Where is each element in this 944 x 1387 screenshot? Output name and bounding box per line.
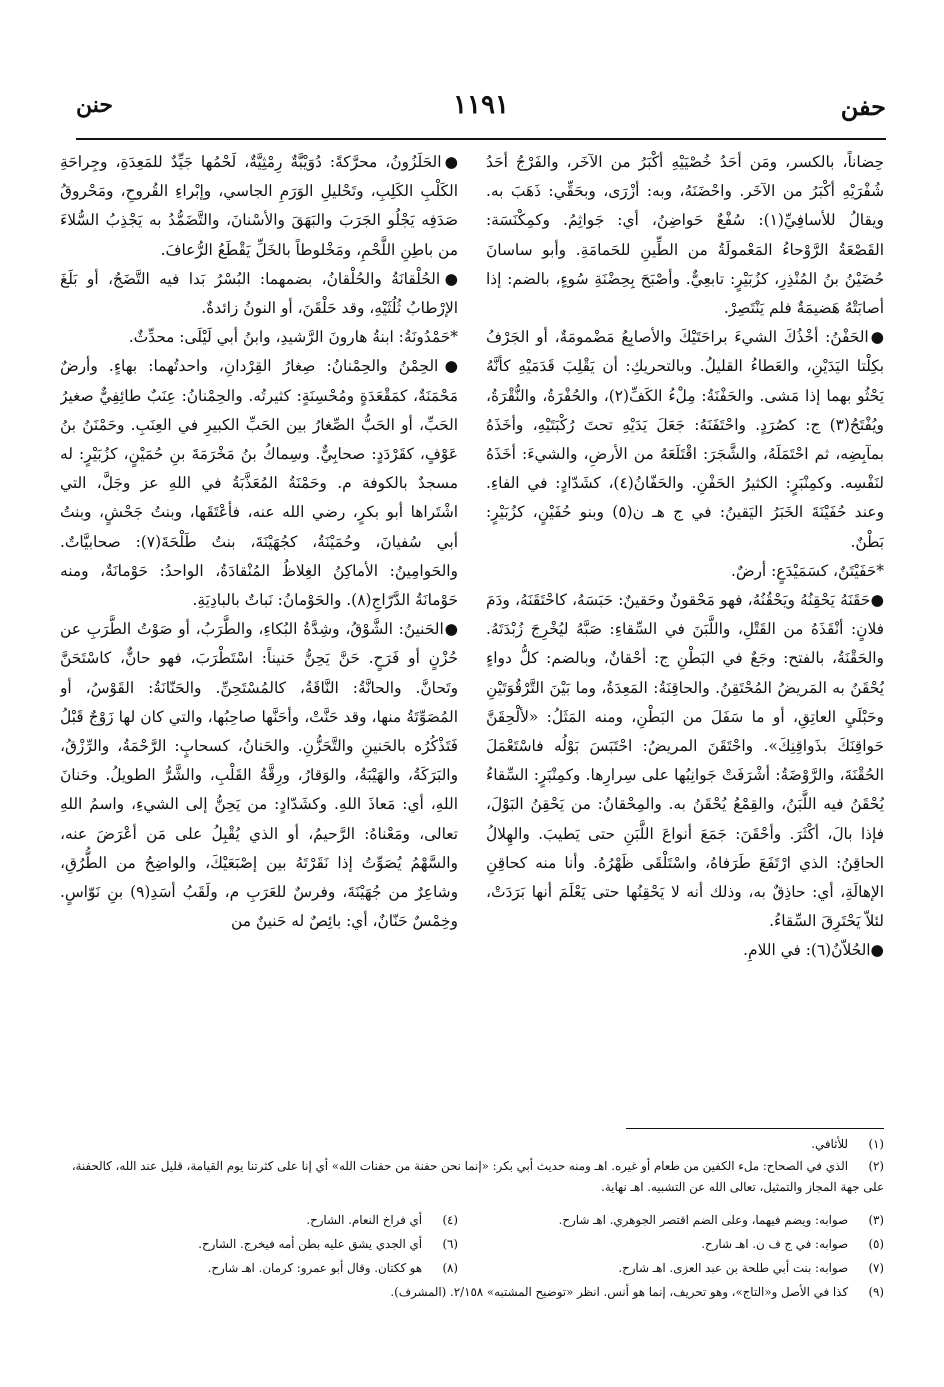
entry-himn: ●الحِمْنُ والحِمْنانُ: صِغارُ القِرْدانِ، واحدتُهما: بهاءٍ. وأرضٌ مَحْمَنَةٌ، كمَقْعَدَةٍ ومُحْسِنَةٍ: كثيرتُه. والحِمْنانُ: عِنَبٌ طائِفِيٌّ صغيرُ الحَبِّ، أو الحَبُّ الصِّغارُ بين الحَبِّ الكبيرِ في العِنَبِ. وحَمْنَنُ بنُ عَوْفٍ، كقَرْدَدٍ: صحابِيٌّ. وسِماكُ بنُ مَخْرَمَةَ بنِ حُمَيْنٍ، كزُبَيْرٍ: له مسجدٌ بالكوفة م. وحَمْنَةُ المُعَذَّبَةُ في اللهِ عز وجَلَّ، التي اشْتَراها أبو بكرٍ، رضي الله عنه، فأعْتَقَها، وبنتُ جَحْشٍ، وبنتُ أبي سُفيانَ، وحُمَيْنَةُ، كجُهَيْنَةَ، بنتُ طَلْحَةَ(٧): صحابيَّاتٌ. والحَوامِينُ: الأماكِنُ الغِلاظُ المُنْقادَةُ، الواحدُ: حَوْمانَةٌ، ومنه حَوْمانَةُ الدَّرّاجِ(٨). والحَوْمانُ: نَباتٌ بالبادِيَةِ. bbox=[60, 357, 458, 610]
footnote-3: (٣)صوابه: ويضم فيهما، وعلى الضم اقتصر الجوهري. اهـ شارح. bbox=[558, 1213, 884, 1227]
header-last-entry: حنن bbox=[76, 92, 113, 118]
entry-hafaytan: *حَفَيْتَنٌ، كسَمَيْدَعٍ: أرضٌ. bbox=[730, 561, 884, 580]
entry-hulqana: ●الحُلْقانَةُ والحُلْقانُ، بضمهما: البُسْرُ بَدا فيه التَّضَجُ، أو بَلَغَ الإرْطابُ ثُلُثَيْهِ، وقد حَلْقَنَ، أو النونُ زائدةٌ. bbox=[60, 269, 458, 318]
left-column bbox=[60, 148, 458, 1028]
footnote-1: (١)للأثافي. bbox=[811, 1137, 884, 1151]
footnote-4: (٤)أي فراخ النعام. الشارح. bbox=[306, 1213, 458, 1227]
footnote-9: (٩)كذا في الأصل و«التاج»، وهو تحريف، إنما هو أنس. انظر «توضيح المشتبه» ٢/١٥٨. (المشرف). bbox=[390, 1285, 884, 1299]
entry-halazun: ●الحَلَزُونُ، محرَّكةً: دُوَيْبَّةٌ رِمْثِيَّةٌ، لَحْمُها جَيِّدٌ للمَعِدَةِ، وجِراحَةِ الكَلْبِ الكَلِبِ، وتَحْليلِ الوَرَمِ الجاسي، وإبْراءِ القُروحِ، ومَحْروقُ صَدَفِه يَجْلُو الجَرَبَ والبَهَقَ والأسْنانَ، والتَّضَمُّدُ به يَجْذِبُ السُّلاءَ من باطِنِ اللَّحْمِ، ومَخْلوطاً بالخَلِّ يَقْطَعُ الرُّعافَ. bbox=[60, 153, 458, 259]
page-number: ١١٩١ bbox=[453, 90, 509, 120]
right-column bbox=[486, 148, 884, 1028]
footnote-2: (٢)الذي في الصحاح: ملء الكفين من طعام أو غيره. اهـ ومنه حديث أبي بكر: «إنما نحن حفنة من حفنات الله» أي إنا على كثرتنا يوم القيامة، قليل عند الله، كالحفنة، على جهة المجاز والتمثيل، تعالى الله عن التشبيه. اهـ نهاية. bbox=[71, 1159, 884, 1194]
entry-hullan: ●الحُلاّنُ(٦): في اللامِ. bbox=[743, 941, 884, 960]
entry-hanin: ●الحَنينُ: الشَّوْقُ، وشِدَّةُ البُكاءِ، والطَّرَبُ، أو صَوْتُ الطَّرَبِ عن حُزْنٍ أو فَرَحٍ. حَنَّ يَحِنُّ حَنيناً: اسْتَطْرَبَ، فهو حانٌّ، كاسْتَحَنَّ وتَحانَّ. والحانَّةُ: النَّاقَةُ، كالمُسْتَحِنِّ. والحَنّانَةُ: القَوْسُ، أو المُصَوِّتَةُ منها، وقد حَنَّتْ، وأحَنَّها صاحِبُها، والتي كان لها زَوْجٌ قَبْلُ فَتَذْكُرُه بالحَنينِ والتَّحَزُّنِ. والحَنانُ، كسحابٍ: الرَّحْمَةُ، والرِّزْقُ، والبَرَكَةُ، والهَيْبَةُ، والوَقارُ، ورِقَّةُ القَلْبِ، والشَّرُّ الطويلُ. وحَنانَ اللهِ، أي: مَعاذَ اللهِ. وكشَدّادٍ: من يَحِنُّ إلى الشيءِ، واسمُ اللهِ تعالى، ومَعْناهُ: الرَّحيمُ، أو الذي يُقْبِلُ على مَن أعْرَضَ عنه، والسَّهْمُ يُصَوِّتُ إذا نَقَرْتَهُ بين إصْبَعَيْكَ، والواضِحُ من الطُّرُقِ، وشاعِرٌ من جُهَيْنَةَ، وفرسٌ للعَرَبِ م، ولَقَبُ أسَدِ(٩) بنِ نَوّاسٍ. وخِمْسٌ حَنّانٌ، أي: بائِصٌ له حَنينٌ من bbox=[60, 620, 458, 931]
footnote-rule bbox=[626, 1128, 884, 1129]
running-header bbox=[76, 84, 886, 128]
header-rule bbox=[76, 138, 886, 140]
footnote-6: (٦)أي الجدي يشق عليه بطن أمه فيخرج. الشارح. bbox=[198, 1237, 458, 1251]
entry-hafn: ●الحَفْنُ: أخْذُكَ الشيءَ براحَتَيْكَ والأصابِعُ مَضْمومَةٌ، أو الجَرْفُ بكِلْتا اليَدَيْنِ، والعَطاءُ القليلُ. وبالتحريكِ: أن يَقْلِبَ قَدَمَيْهِ كأنَّهُ يَحْثُو بهما إذا مَشى. والحَفْنَةُ: مِلْءُ الكَفِّ(٢)، والحُفْرَةُ، والنُّقْرَةُ، ويُفْتَحُ(٣) ج: كصُرَدٍ. واحْتَفَنَهُ: جَعَلَ يَدَيْهِ تحتَ رُكْبَتَيْهِ، وأخَذَهُ بمآبِضِه، ثم احْتَمَلَهُ، والشَّجَرَ: اقْتَلَعَهُ من الأرضِ، والشيءَ: أخَذَهُ لنَفْسِه. وكمِنْبَرٍ: الكثيرُ الحَفْنِ. والحَفّانُ(٤)، كشَدّادٍ: في الفاءِ. وعند حُفَيْنَةَ الخَبَرُ اليَقينُ: في ج هـ ن(٥) وبنو حُفَيْنٍ، كزُبَيْرٍ: بَطْنٌ. bbox=[486, 328, 884, 551]
entry-hidan-continued: حِضاناً، بالكسر، ومَن أحَدُ خُصْيَيْهِ أكْبَرُ من الآخَر، والفَرْجُ أحَدُ شُفْرَيْهِ أكْبَرُ من الآخَر. واحْضَنَهُ، وبه: أزْرَى، وبحَقِّي: ذَهَبَ به. ويقالُ للأسافِيِّ(١): سُفْعٌ حَواضِنُ، أي: جَواثِمُ. وكمِكْنَسَة: القَصْعَةُ الرَّوْحاءُ المَعْمولَةُ من الطِّينِ للحَمامَةِ. وأبو ساسانَ حُضَيْنُ بنُ المُنْذِرِ، كزُبَيْرٍ: تابعِيٌّ. وأصْبَحَ بِحِضْنَةِ سُوءٍ، بالضم: إذا أصابَتْهُ هَضيمَةٌ فلم يَنْتَصِرْ. bbox=[486, 153, 884, 318]
header-first-entry: حفن bbox=[840, 92, 886, 121]
entry-hamduna: *حَمْدُونَةُ: ابنةُ هارونَ الرَّشيدِ، وابنُ أبي لَيْلَى: محدِّثٌ. bbox=[128, 328, 458, 347]
entry-haqn: ●حَقَنَهُ يَحْقِنُهُ ويَحْقُنُهُ، فهو مَحْقونٌ وحَقينٌ: حَبَسَهُ، كاحْتَقَنَهُ، ودَمَ فلانٍ: أنْقَذَهُ من القَتْلِ، واللَّبَنَ في السِّقاءِ: صَبَّهُ ليُخْرِجَ زُبْدَتَهُ. والحَقْنَةُ، بالفتح: وجَعٌ في البَطْنِ ج: أحْقانٌ، وبالضم: كلُّ دواءٍ يُحْقَنُ به المَريضُ المُحْتَقِنُ. والحاقِنَةُ: المَعِدَةُ، وما بَيْنَ التَّرْقُوَتَيْنِ وحَبْلَيِ العاتِقِ، أو ما سَفَلَ من البَطْنِ، ومنه المَثَلُ: «لألْحِقَنَّ حَواقِنَكَ بذَواقِنِكَ». واحْتَقَنَ المريضُ: احْتَبَسَ بَوْلُه فاسْتَعْمَلَ الحُقْنَةَ، والرَّوْضَةُ: أشْرَفَتْ جَوانِبُها على سِرارِها. وكمِنْبَرٍ: السِّقاءُ يُحْقَنُ فيه اللَّبَنُ، والقِمْعُ يُحْقَنُ به. والمِحْقانُ: من يَحْقِنُ البَوْلَ، فإذا بالَ، أكْثَرَ. وأحْقَنَ: جَمَعَ أنواعَ اللَّبَنِ حتى يَطيبَ. والهِلالُ الحاقِنُ: الذي ارْتَفَعَ طَرَفاهُ، واسْتَلْقَى ظَهْرُهُ. وأنا منه كحاقِنِ الإهالَةِ، أي: حاذِقٌ به، وذلك أنه لا يَحْقِنُها حتى يَعْلَمَ أنها بَرَدَتْ، لئلاّ يَحْتَرِقَ السِّقاءُ. bbox=[486, 591, 884, 931]
footnote-7: (٧)صوابه: بنت أبي طلحة بن عبد العزى. اهـ شارح. bbox=[618, 1261, 884, 1275]
footnote-8: (٨)هو ككتان. وقال أبو عمرو: كرمان. اهـ شارح. bbox=[207, 1261, 458, 1275]
footnote-5: (٥)صوابه: في ج ف ن. اهـ شارح. bbox=[701, 1237, 884, 1251]
